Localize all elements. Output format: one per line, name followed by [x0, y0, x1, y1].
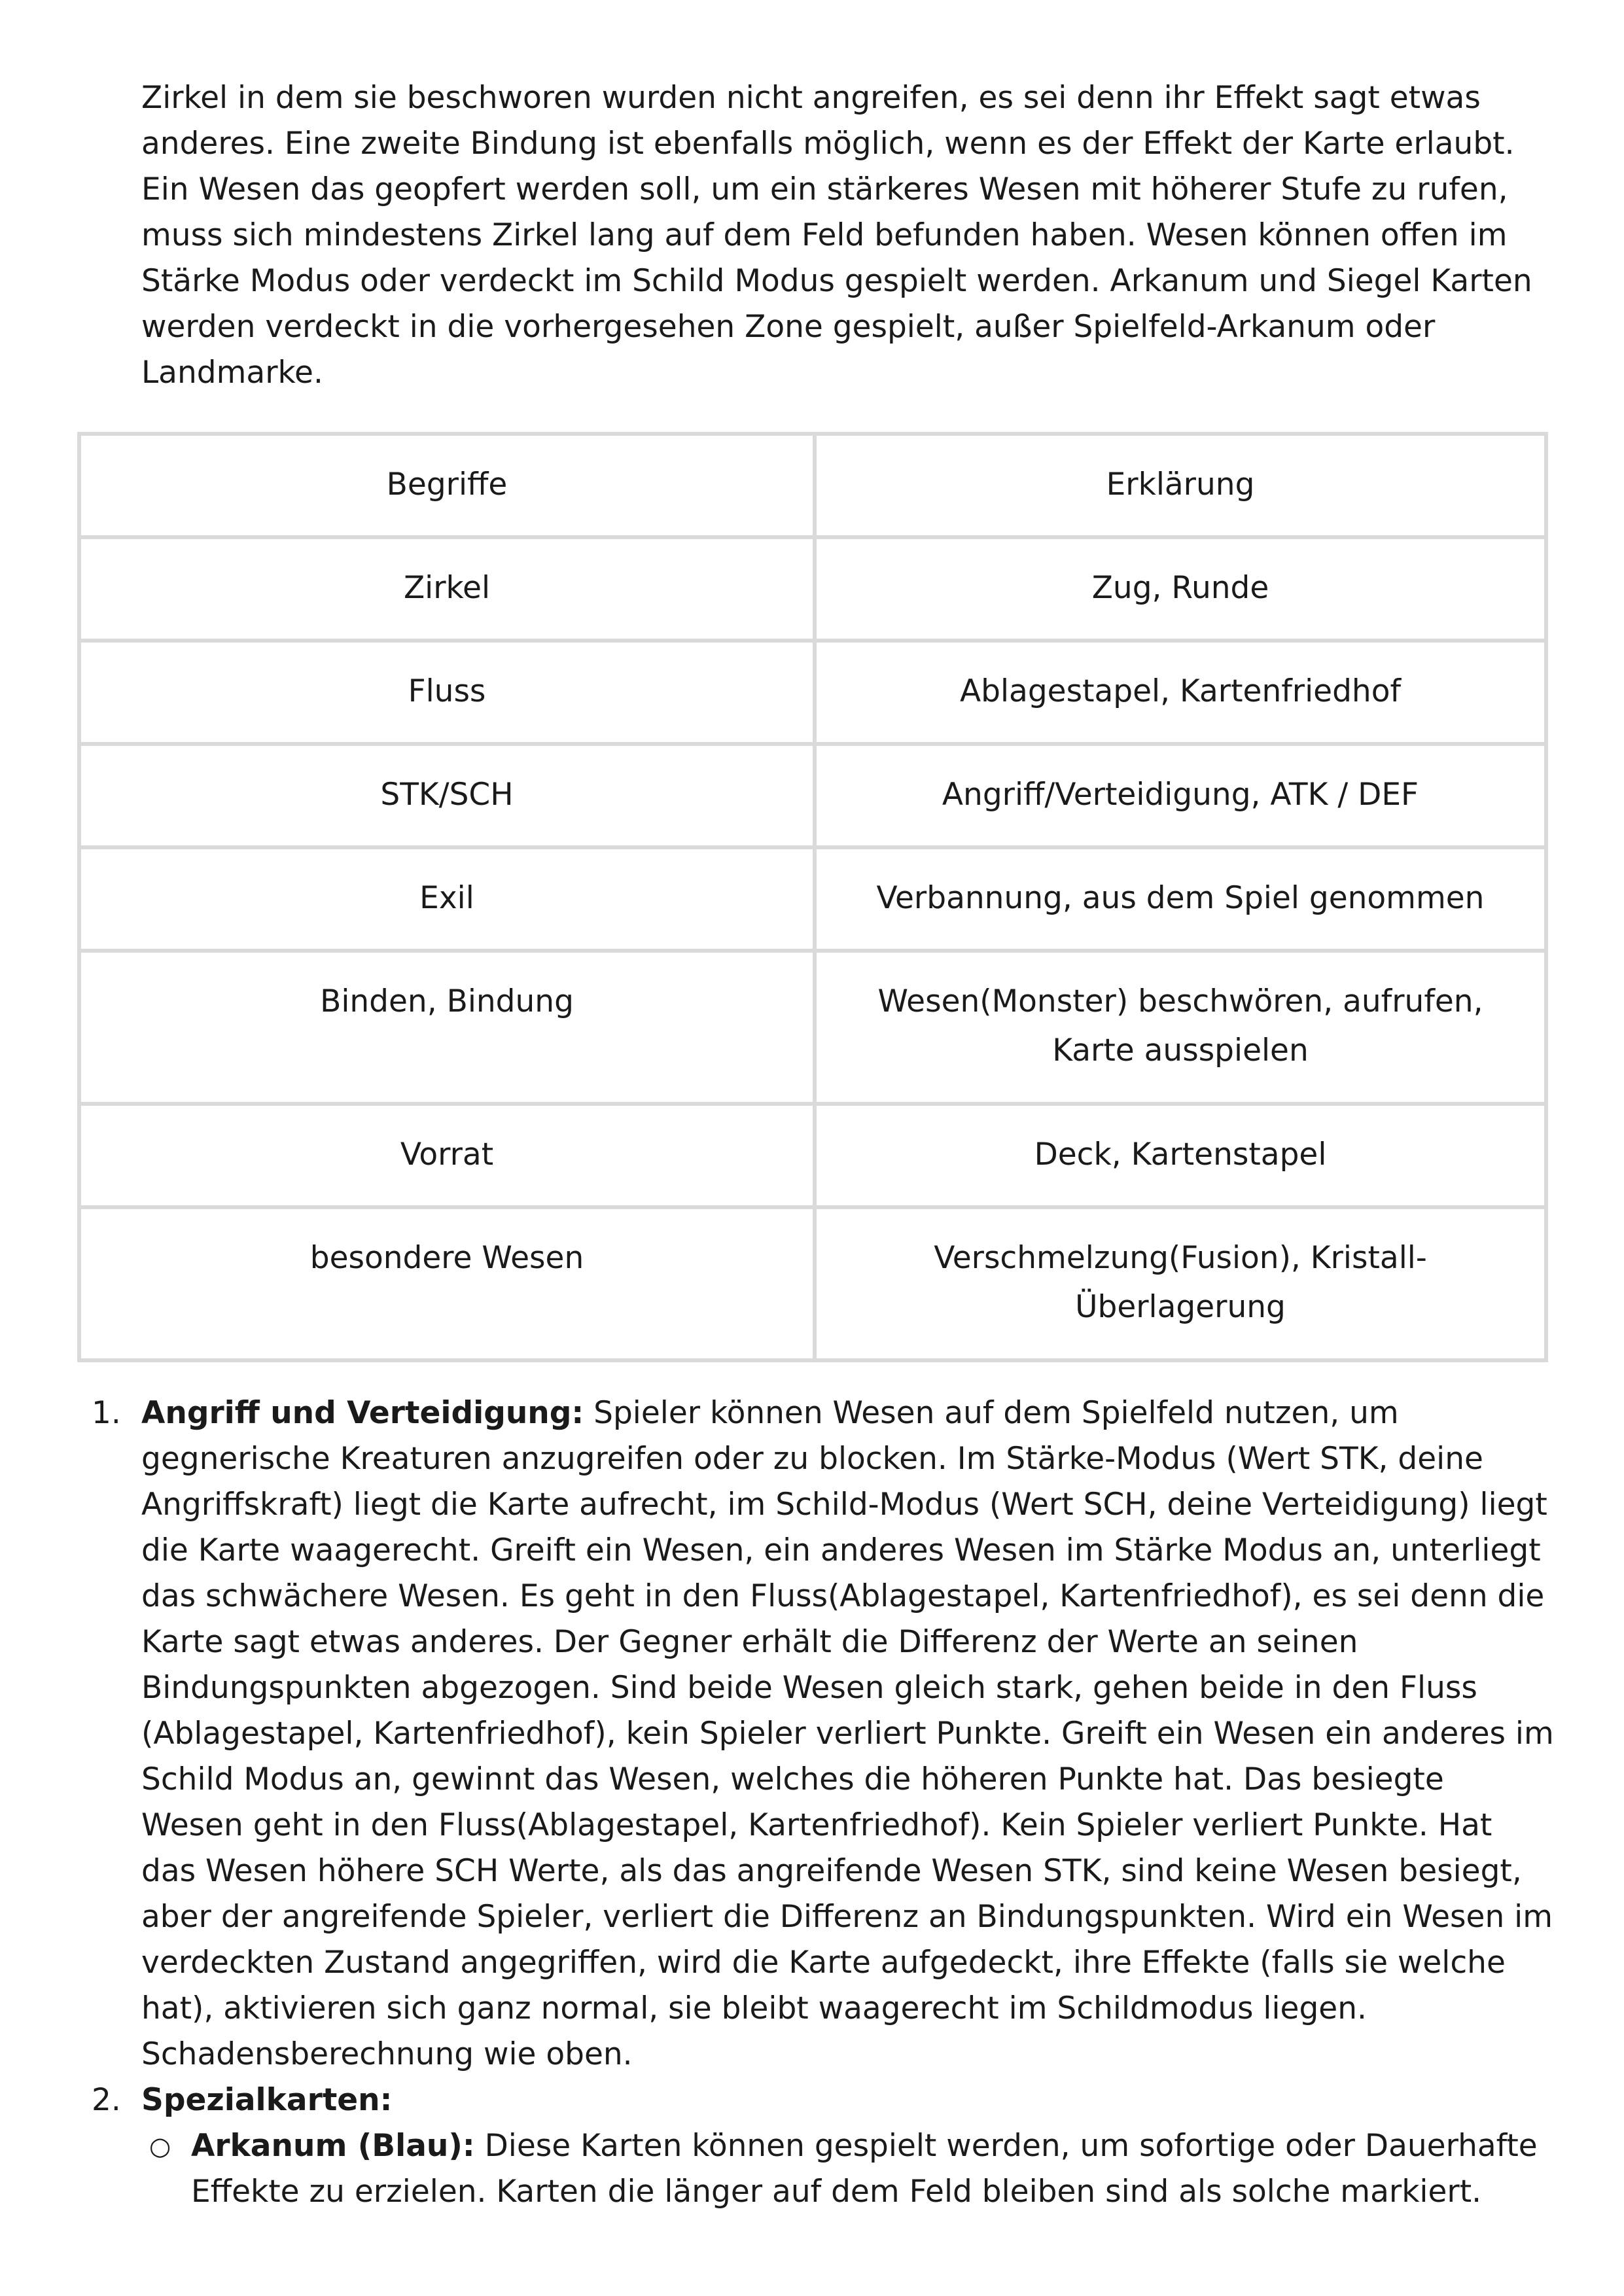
table-cell-term: Exil — [79, 847, 815, 951]
section-title: Spezialkarten: — [141, 2082, 393, 2118]
table-row — [79, 537, 1546, 641]
list-number: 2. — [92, 2082, 121, 2118]
table-row — [79, 951, 1546, 1104]
table-cell-term: Zirkel — [79, 537, 815, 641]
table-cell-explanation: Deck, Kartenstapel — [815, 1104, 1546, 1207]
table-cell-explanation: Verschmelzung(Fusion), Kristall-Überlagerung — [815, 1207, 1546, 1360]
table-row — [79, 847, 1546, 951]
rules-list — [92, 1390, 1555, 2215]
table-cell-term: Fluss — [79, 641, 815, 744]
sub-item-text: Diese Karten können gespielt werden, um sofortige oder Dauerhafte Effekte zu erzielen. Karten die länger auf dem Feld bleiben sind als solche markiert. — [191, 2128, 1538, 2210]
table-cell-explanation: Ablagestapel, Kartenfriedhof — [815, 641, 1546, 744]
table-cell-explanation: Verbannung, aus dem Spiel genommen — [815, 847, 1546, 951]
table-header-terms: Begriffe — [79, 434, 815, 537]
table-cell-explanation: Angriff/Verteidigung, ATK / DEF — [815, 744, 1546, 847]
table-cell-term: Binden, Bindung — [79, 951, 815, 1104]
intro-paragraph: Zirkel in dem sie beschworen wurden nicht angreifen, es sei denn ihr Effekt sagt etwas anderes. Eine zweite Bindung ist ebenfalls möglich, wenn es der Effekt der Karte erlaubt. Ein Wesen das geopfert werden soll, um ein stärkeres Wesen mit höherer Stufe zu rufen, muss sich mindestens Zirkel lang auf dem Feld befunden haben. Wesen können offen im Stärke Modus oder verdeckt im Schild Modus gespielt werden. Arkanum und Siegel Karten werden verdeckt in die vorhergesehen Zone gespielt, außer Spielfeld-Arkanum oder Landmarke. — [141, 80, 1532, 391]
sub-list — [141, 2123, 1555, 2215]
sub-list-item-arkanum — [149, 2123, 1555, 2215]
table-row — [79, 744, 1546, 847]
list-item-attack-defense — [92, 1390, 1555, 2077]
section-text: Spieler können Wesen auf dem Spielfeld nutzen, um gegnerische Kreaturen anzugreifen oder zu blocken. Im Stärke-Modus (Wert STK, deine Angriffskraft) liegt die Karte aufrecht, im Schild-Modus (Wert SCH, deine Verteidigung) liegt die Karte waagerecht. Greift ein Wesen, ein anderes Wesen im Stärke Modus an, unterliegt das schwächere Wesen. Es geht in den Fluss(Ablagestapel, Kartenfriedhof), es sei denn die Karte sagt etwas anderes. Der Gegner erhält die Differenz der Werte an seinen Bindungspunkten abgezogen. Sind beide Wesen gleich stark, gehen beide in den Fluss (Ablagestapel, Kartenfriedhof), kein Spieler verliert Punkte. Greift ein Wesen ein anderes im Schild Modus an, gewinnt das Wesen, welches die höheren Punkte hat. Das besiegte Wesen geht in den Fluss(Ablagestapel, Kartenfriedhof). Kein Spieler verliert Punkte. Hat das Wesen höhere SCH Werte, als das angreifende Wesen STK, sind keine Wesen besiegt, aber der angreifende Spieler, verliert die Differenz an Bindungspunkten. Wird ein Wesen im verdeckten Zustand angegriffen, wird die Karte aufgedeckt, ihre Effekte (falls sie welche hat), aktivieren sich ganz normal, sie bleibt waagerecht im Schildmodus liegen. Schadensberechnung wie oben. — [141, 1395, 1554, 2072]
table-cell-term: STK/SCH — [79, 744, 815, 847]
table-cell-term: Vorrat — [79, 1104, 815, 1207]
glossary-table — [77, 432, 1548, 1362]
circle-bullet-icon: ○ — [149, 2132, 171, 2161]
section-title: Angriff und Verteidigung: — [141, 1395, 584, 1431]
table-row — [79, 1104, 1546, 1207]
table-cell-explanation: Zug, Runde — [815, 537, 1546, 641]
table-header-row — [79, 434, 1546, 537]
list-number: 1. — [92, 1395, 121, 1431]
table-row — [79, 1207, 1546, 1360]
table-row — [79, 641, 1546, 744]
table-cell-term: besondere Wesen — [79, 1207, 815, 1360]
list-item-special-cards — [92, 2077, 1555, 2215]
sub-item-title: Arkanum (Blau): — [191, 2128, 475, 2164]
table-header-explanation: Erklärung — [815, 434, 1546, 537]
table-cell-explanation: Wesen(Monster) beschwören, aufrufen, Karte ausspielen — [815, 951, 1546, 1104]
